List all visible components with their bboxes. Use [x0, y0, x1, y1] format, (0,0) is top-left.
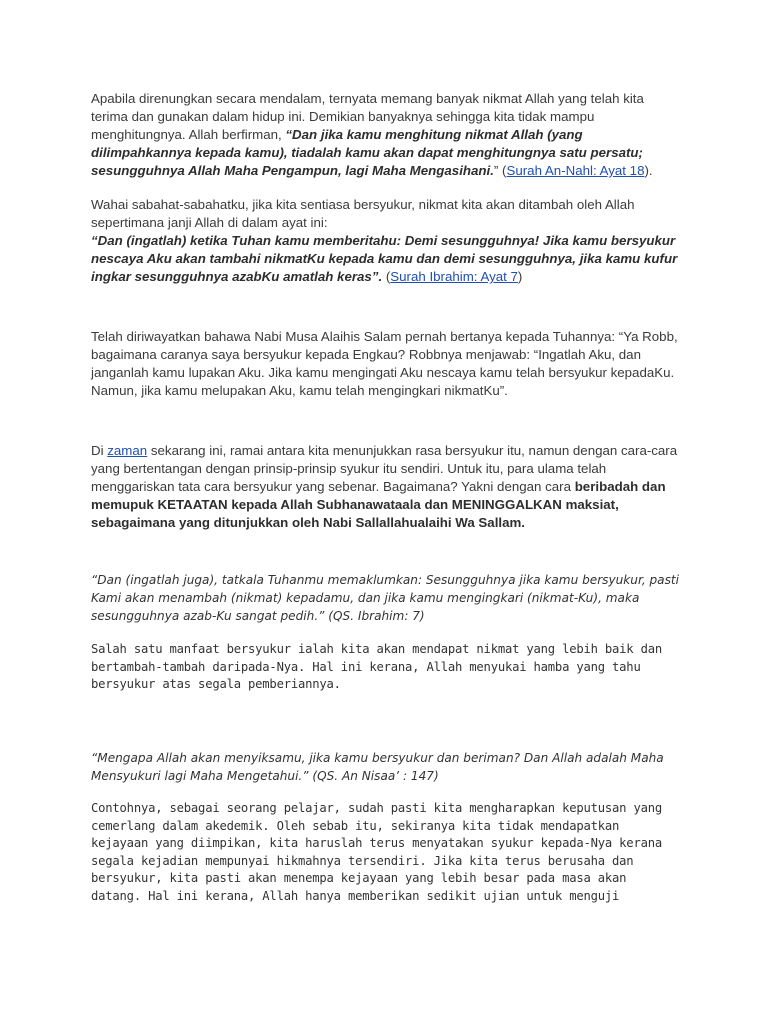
ref-open: (	[498, 163, 507, 178]
quran-quote: “Dan jika kamu menghitung nikmat Allah (yang dilimpahkannya kepada kamu), tiadalah kamu akan dapat menghitungnya satu persatu; sesungguhnya Allah Maha Pengampun, lagi Maha Mengasihani.	[91, 127, 643, 178]
surah-an-nahl-link[interactable]: Surah An-Nahl: Ayat 18	[506, 163, 645, 178]
intro-text: Apabila direnungkan secara mendalam, ternyata memang banyak nikmat Allah yang telah kita terima dan gunakan dalam hidup ini. Demikian banyaknya sehingga kita tidak mampu menghitungnya. Allah berfirman,	[91, 91, 644, 142]
intro-text: Wahai sabahat-sabahatku, jika kita sentiasa bersyukur, nikmat kita akan ditambah oleh Allah sepertimana janji Allah di dalam ayat ini:	[91, 197, 635, 230]
paragraph-contoh-pelajar: Contohnya, sebagai seorang pelajar, sudah pasti kita mengharapkan keputusan yang cemerlang dalam akedemik. Oleh sebab itu, sekiranya kita tidak mendapatkan kejayaan yang diimpikan, kita haruslah terus menyatakan syukur kepada-Nya kerana segala kejadian mempunyai hikmahnya tersendiri. Jika kita terus berusaha dan bersyukur, kita pasti akan menempa kejayaan yang lebih besar pada masa akan datang. Hal ini kerana, Allah hanya memberikan sedikit ujian untuk menguji	[91, 801, 662, 903]
ref-close: ).	[644, 163, 653, 178]
ref-open: (	[382, 269, 391, 284]
paragraph-manfaat-bersyukur: Salah satu manfaat bersyukur ialah kita akan mendapat nikmat yang lebih baik dan bertambah-tambah daripada-Nya. Hal ini kerana, Allah menyukai hamba yang tahu bersyukur atas segala pemberiannya.	[91, 642, 662, 691]
quote-an-nisaa-147: “Mengapa Allah akan menyiksamu, jika kamu bersyukur dan beriman? Dan Allah adalah Maha Mensyukuri lagi Maha Mengetahui.” (QS. An Nisaa’ : 147)	[91, 751, 664, 783]
paragraph-nabi-musa	[91, 328, 681, 400]
quran-quote: “Dan (ingatlah) ketika Tuhan kamu memberitahu: Demi sesungguhnya! Jika kamu bersyukur nescaya Aku akan tambahi nikmatKu kepada kamu dan demi sesungguhnya, jika kamu kufur ingkar sesungguhnya azabKu amatlah keras”.	[91, 233, 678, 284]
zaman-link[interactable]: zaman	[107, 443, 148, 458]
paragraph-tata-cara-bersyukur	[91, 442, 681, 532]
paragraph-nikmat-allah	[91, 90, 681, 180]
hadith-text: Telah diriwayatkan bahawa Nabi Musa Alaihis Salam pernah bertanya kepada Tuhannya: “Ya Robb, bagaimana caranya saya bersyukur kepada Engkau? Robbnya menjawab: “Ingatlah Aku, dan janganlah kamu lupakan Aku. Jika kamu mengingati Aku nescaya kamu telah bersyukur kepadaKu. Namun, jika kamu melupakan Aku, kamu telah mengingkari nikmatKu”.	[91, 329, 678, 398]
close-quote: ”	[493, 163, 499, 178]
prefix-text: Di	[91, 443, 108, 458]
body-text: sekarang ini, ramai antara kita menunjukkan rasa bersyukur itu, namun dengan cara-cara yang bertentangan dengan prinsip-prinsip syukur itu sendiri. Untuk itu, para ulama telah menggariskan tata cara bersyukur yang sebenar. Bagaimana? Yakni dengan cara	[91, 443, 678, 494]
ref-close: )	[517, 269, 523, 284]
quote-ibrahim-7: “Dan (ingatlah juga), tatkala Tuhanmu memaklumkan: Sesungguhnya jika kamu bersyukur, pasti Kami akan menambah (nikmat) kepadamu, dan jika kamu mengingkari (nikmat-Ku), maka sesungguhnya azab-Ku sangat pedih.” (QS. Ibrahim: 7)	[91, 573, 679, 623]
bold-text: beribadah dan memupuk KETAATAN kepada Allah Subhanawataala dan MENINGGALKAN maksiat, sebagaimana yang ditunjukkan oleh Nabi Sallallahualaihi Wa Sallam.	[91, 479, 666, 530]
surah-ibrahim-link[interactable]: Surah Ibrahim: Ayat 7	[390, 269, 518, 284]
paragraph-janji-allah	[91, 196, 681, 286]
